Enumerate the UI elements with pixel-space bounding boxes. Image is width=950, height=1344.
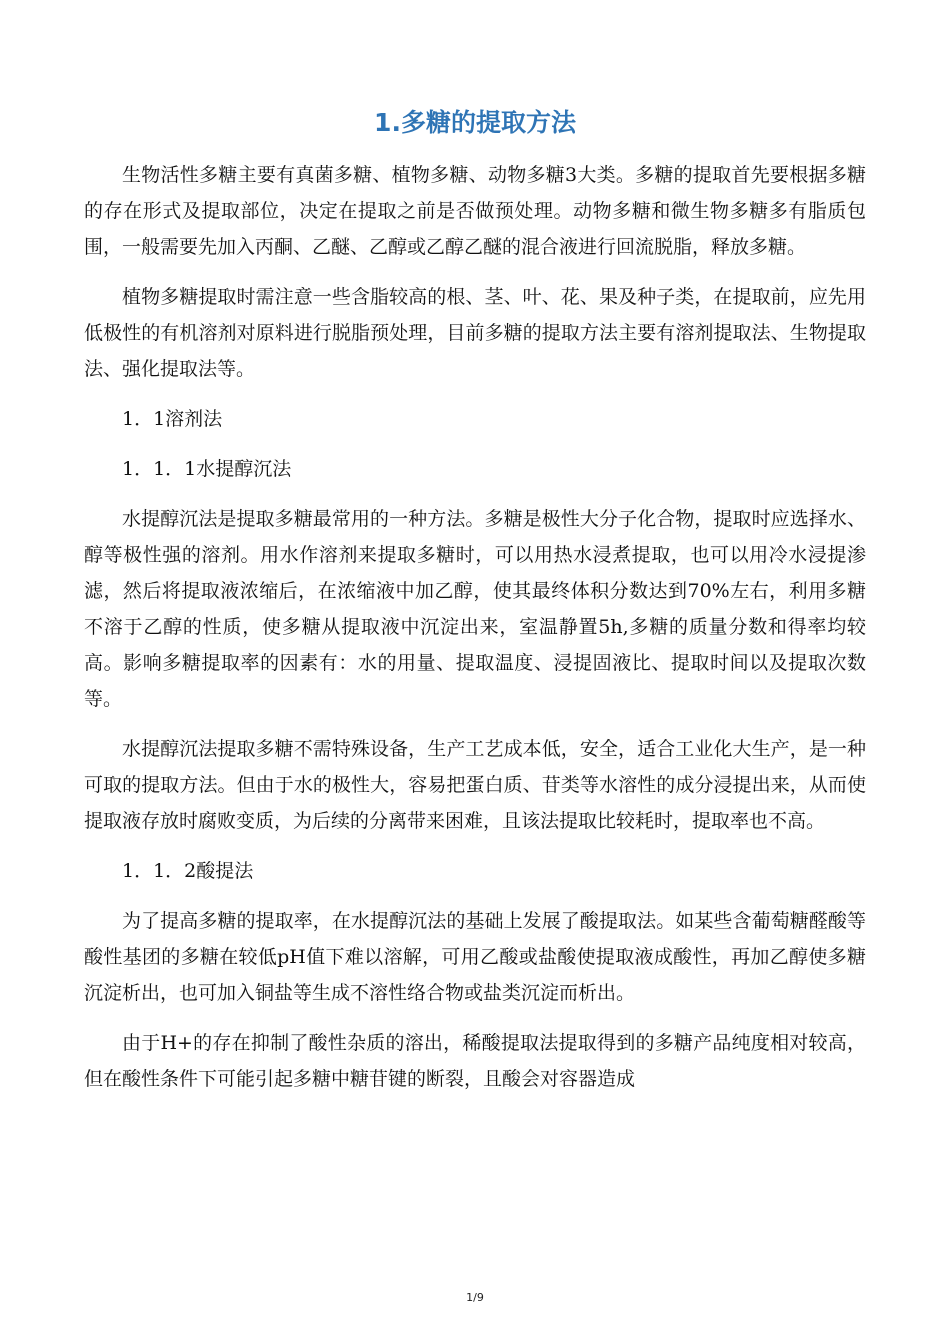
document-title: 1.多糖的提取方法 bbox=[374, 108, 576, 137]
section-heading: 1．1溶剂法 bbox=[122, 408, 223, 430]
subsection-heading: 1．1．2酸提法 bbox=[122, 860, 254, 882]
paragraph: 水提醇沉法提取多糖不需特殊设备，生产工艺成本低，安全，适合工业化大生产，是一种可取的提取方法。但由于水的极性大，容易把蛋白质、苷类等水溶性的成分浸提出来，从而使提取液存放时腐败变质，为后续的分离带来困难，且该法提取比较耗时，提取率也不高。 bbox=[84, 738, 866, 832]
paragraph: 水提醇沉法是提取多糖最常用的一种方法。多糖是极性大分子化合物，提取时应选择水、醇等极性强的溶剂。用水作溶剂来提取多糖时，可以用热水浸煮提取，也可以用冷水浸提渗滤，然后将提取液浓缩后，在浓缩液中加乙醇，使其最终体积分数达到70%左右，利用多糖不溶于乙醇的性质，使多糖从提取液中沉淀出来，室温静置5h,多糖的质量分数和得率均较高。影响多糖提取率的因素有：水的用量、提取温度、浸提固液比、提取时间以及提取次数等。 bbox=[84, 508, 866, 710]
paragraph: 生物活性多糖主要有真菌多糖、植物多糖、动物多糖3大类。多糖的提取首先要根据多糖的存在形式及提取部位，决定在提取之前是否做预处理。动物多糖和微生物多糖多有脂质包围，一般需要先加入丙酮、乙醚、乙醇或乙醇乙醚的混合液进行回流脱脂，释放多糖。 bbox=[84, 164, 866, 258]
paragraph: 为了提高多糖的提取率，在水提醇沉法的基础上发展了酸提取法。如某些含葡萄糖醛酸等酸性基团的多糖在较低pH值下难以溶解，可用乙酸或盐酸使提取液成酸性，再加乙醇使多糖沉淀析出，也可加入铜盐等生成不溶性络合物或盐类沉淀而析出。 bbox=[84, 910, 866, 1004]
page-number: 1/9 bbox=[466, 1291, 484, 1304]
subsection-heading: 1．1．1水提醇沉法 bbox=[122, 458, 292, 480]
document-body bbox=[84, 157, 866, 1111]
paragraph: 由于H+的存在抑制了酸性杂质的溶出，稀酸提取法提取得到的多糖产品纯度相对较高，但在酸性条件下可能引起多糖中糖苷键的断裂，且酸会对容器造成 bbox=[84, 1032, 866, 1090]
paragraph: 植物多糖提取时需注意一些含脂较高的根、茎、叶、花、果及种子类，在提取前，应先用低极性的有机溶剂对原料进行脱脂预处理，目前多糖的提取方法主要有溶剂提取法、生物提取法、强化提取法等。 bbox=[84, 286, 866, 380]
